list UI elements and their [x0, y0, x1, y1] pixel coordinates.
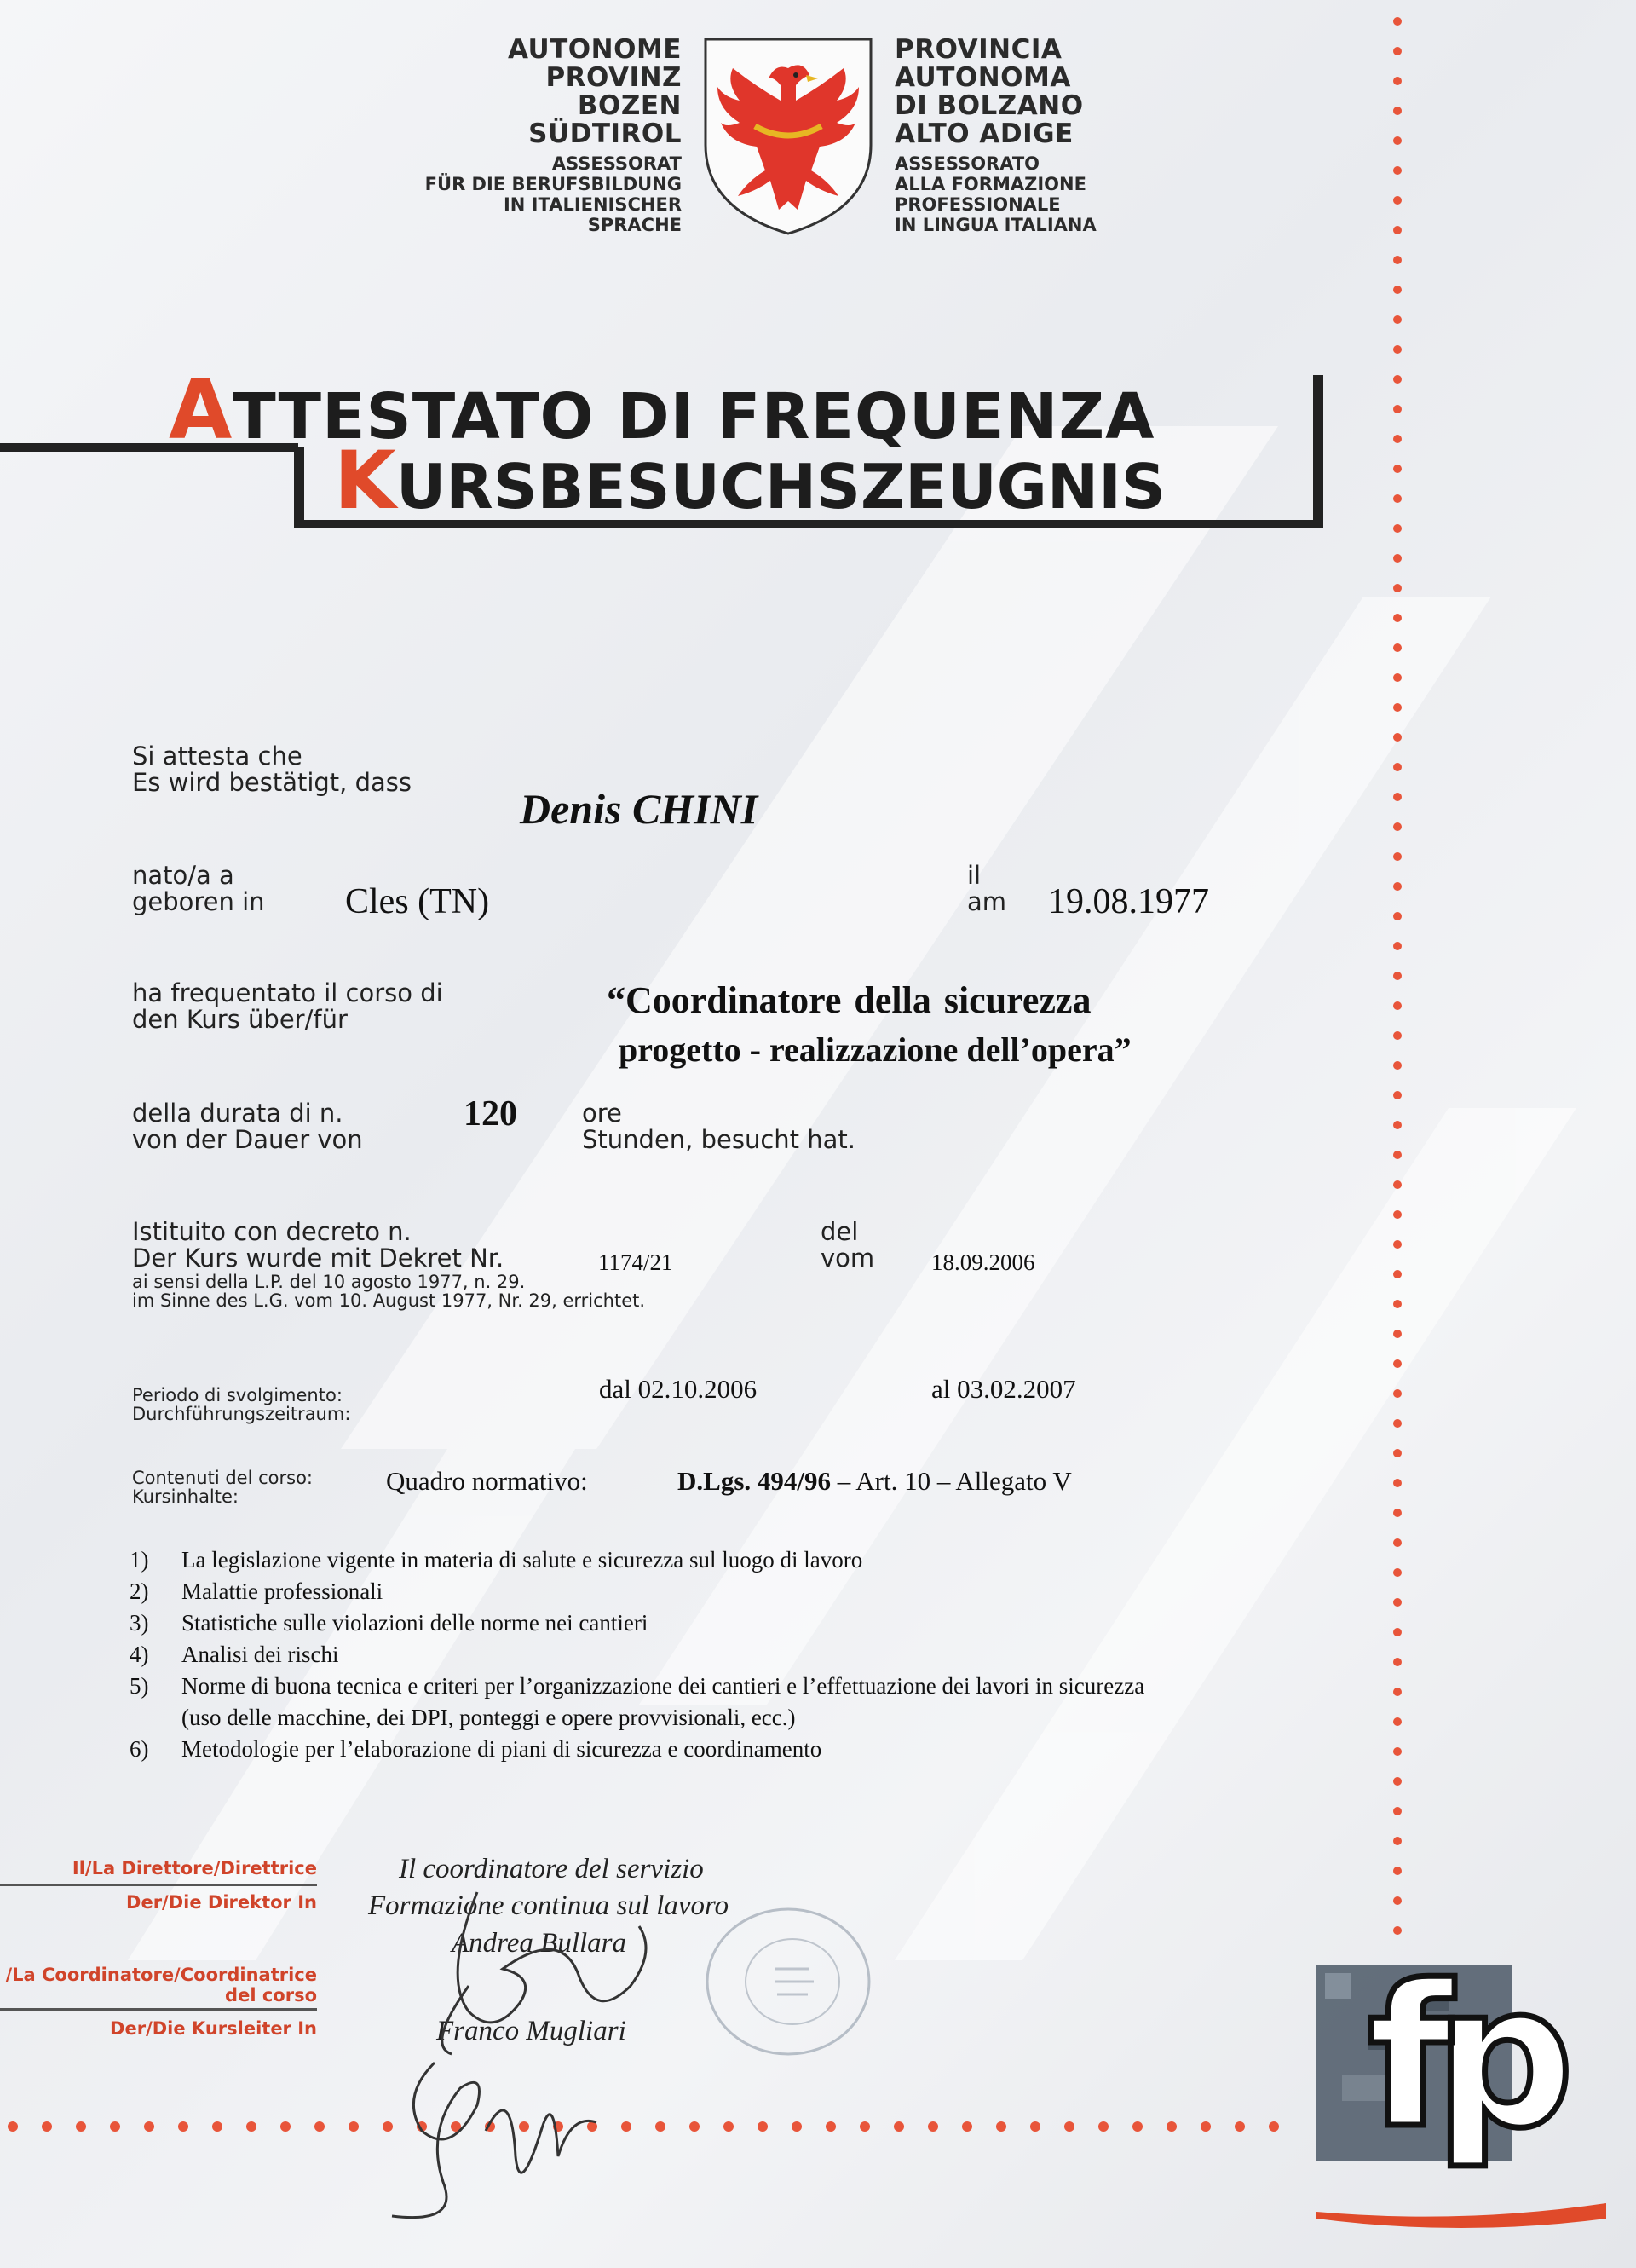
title-italian-initial: A	[169, 362, 233, 458]
header-right-sub-line: ALLA FORMAZIONE	[895, 174, 1086, 194]
coordinator-label-it: /La Coordinatore/Coordinatrice	[5, 1965, 317, 1985]
topic-number	[130, 1702, 181, 1734]
topic-number: 6)	[130, 1736, 149, 1762]
header-left-sub-line: IN ITALIENISCHER	[503, 194, 682, 215]
header-right-block	[895, 36, 1097, 235]
birthdate-label-it: il	[967, 861, 982, 890]
decree-date-label-de: vom	[821, 1244, 875, 1273]
header-left-sub-line: FÜR DIE BERUFSBILDUNG	[424, 174, 682, 194]
birthdate-value: 19.08.1977	[1048, 882, 1209, 921]
header-left-block	[425, 36, 682, 235]
director-label-it: Il/La Direttore/Direttrice	[72, 1858, 317, 1878]
topic-text: Statistiche sulle violazioni delle norme nei cantieri	[181, 1610, 648, 1636]
course-label-it: ha frequentato il corso di	[132, 978, 443, 1007]
period-to: al 03.02.2007	[931, 1374, 1076, 1404]
birthplace-label-de: geboren in	[132, 887, 265, 916]
topic-number: 3)	[130, 1610, 149, 1636]
topic-number: 2)	[130, 1578, 149, 1604]
list-item	[130, 1734, 1144, 1765]
topic-number: 5)	[130, 1673, 149, 1699]
header-left-sub-line: SPRACHE	[587, 215, 682, 235]
list-item	[130, 1702, 1144, 1734]
framework-reference	[677, 1466, 1072, 1497]
title-italian-text: TTESTATO DI FREQUENZA	[233, 380, 1155, 453]
topic-text: Metodologie per l’elaborazione di piani di sicurezza e coordinamento	[181, 1736, 822, 1762]
duration-unit-de: Stunden, besucht hat.	[582, 1125, 855, 1154]
title-rule-vertical	[294, 447, 304, 528]
course-title-line2: progetto - realizzazione dell’opera”	[619, 1030, 1132, 1069]
header-right-line: PROVINCIA	[895, 34, 1063, 65]
coordinator-rule	[0, 2008, 317, 2011]
decree-label-it: Istituito con decreto n.	[132, 1217, 412, 1246]
period-label-de: Durchführungszeitraum:	[132, 1404, 351, 1424]
right-dotted-border	[1389, 0, 1406, 1943]
topic-text: Norme di buona tecnica e criteri per l’organizzazione dei cantieri e l’effettuazione dei lavori in sicurezza	[181, 1673, 1145, 1699]
decree-number: 1174/21	[598, 1249, 673, 1275]
header-left-line: BOZEN	[577, 90, 682, 121]
header-left-sub-line: ASSESSORAT	[551, 153, 682, 174]
coordinator-label-it-2: del corso	[225, 1985, 317, 2005]
period-label-it: Periodo di svolgimento:	[132, 1385, 343, 1405]
duration-label-it: della durata di n.	[132, 1099, 343, 1128]
service-signer-name: Andrea Bullara	[452, 1928, 627, 1959]
header-right-sub-line: IN LINGUA ITALIANA	[895, 215, 1097, 235]
course-topics-list	[130, 1544, 1144, 1765]
recipient-name: Denis CHINI	[520, 785, 758, 833]
decree-law-it: ai sensi della L.P. del 10 agosto 1977, n. 29.	[132, 1272, 526, 1292]
decree-law-de: im Sinne des L.G. vom 10. August 1977, Nr. 29, errichtet.	[132, 1290, 646, 1311]
framework-articles: – Art. 10 – Allegato V	[831, 1466, 1072, 1496]
framework-label: Quadro normativo:	[386, 1466, 588, 1496]
list-item	[130, 1671, 1144, 1702]
duration-label-de: von der Dauer von	[132, 1125, 363, 1154]
contents-label-it: Contenuti del corso:	[132, 1468, 313, 1488]
duration-hours: 120	[464, 1094, 517, 1134]
title-rule-right	[1313, 375, 1323, 528]
birthplace-value: Cles (TN)	[345, 882, 490, 921]
certify-label-it: Si attesta che	[132, 742, 302, 770]
duration-unit-it: ore	[582, 1099, 622, 1128]
fp-logo-text: fp	[1368, 1944, 1556, 2172]
topic-text: La legislazione vigente in materia di salute e sicurezza sul luogo di lavoro	[181, 1547, 863, 1573]
birthplace-label-it: nato/a a	[132, 861, 234, 890]
course-signer-name: Franco Mugliari	[436, 2016, 626, 2046]
header-right-line: AUTONOMA	[895, 62, 1071, 93]
header-right-sub-line: PROFESSIONALE	[895, 194, 1061, 215]
header-left-line: SÜDTIROL	[528, 118, 682, 149]
title-german-text: URSBESUCHSZEUGNIS	[395, 451, 1166, 522]
coordinator-label-de: Der/Die Kursleiter In	[110, 2018, 317, 2039]
title-german-initial: K	[334, 435, 396, 528]
decree-date-label-it: del	[821, 1217, 859, 1246]
list-item	[130, 1544, 1144, 1576]
topic-number: 4)	[130, 1642, 149, 1667]
service-title-line2: Formazione continua sul lavoro	[368, 1890, 729, 1921]
coat-of-arms-eagle-icon	[700, 34, 876, 239]
director-label-de: Der/Die Direktor In	[126, 1892, 317, 1913]
course-title-line1: “Coordinatore della sicurezza	[607, 979, 1092, 1021]
birthdate-label-de: am	[967, 887, 1007, 916]
topic-text: (uso delle macchine, dei DPI, ponteggi e opere provvisionali, ecc.)	[181, 1705, 796, 1730]
director-rule	[0, 1884, 317, 1886]
list-item	[130, 1576, 1144, 1607]
title-german	[334, 435, 1166, 528]
header-left-line: AUTONOME	[507, 34, 682, 65]
official-stamp-icon	[699, 1901, 878, 2063]
period-from: dal 02.10.2006	[599, 1374, 758, 1404]
topic-number: 1)	[130, 1547, 149, 1573]
service-title-line1: Il coordinatore del servizio	[399, 1854, 704, 1884]
header-right-sub-line: ASSESSORATO	[895, 153, 1040, 174]
framework-law: D.Lgs. 494/96	[677, 1466, 831, 1496]
topic-text: Analisi dei rischi	[181, 1642, 339, 1667]
header-right-line: DI BOLZANO	[895, 90, 1084, 121]
course-label-de: den Kurs über/für	[132, 1005, 348, 1034]
contents-label-de: Kursinhalte:	[132, 1486, 239, 1507]
list-item	[130, 1639, 1144, 1671]
header-right-line: ALTO ADIGE	[895, 118, 1074, 149]
decree-label-de: Der Kurs wurde mit Dekret Nr.	[132, 1244, 504, 1273]
header-left-line: PROVINZ	[545, 62, 682, 93]
certify-label-de: Es wird bestätigt, dass	[132, 768, 412, 797]
topic-text: Malattie professionali	[181, 1578, 383, 1604]
list-item	[130, 1607, 1144, 1639]
decree-date: 18.09.2006	[931, 1249, 1035, 1275]
